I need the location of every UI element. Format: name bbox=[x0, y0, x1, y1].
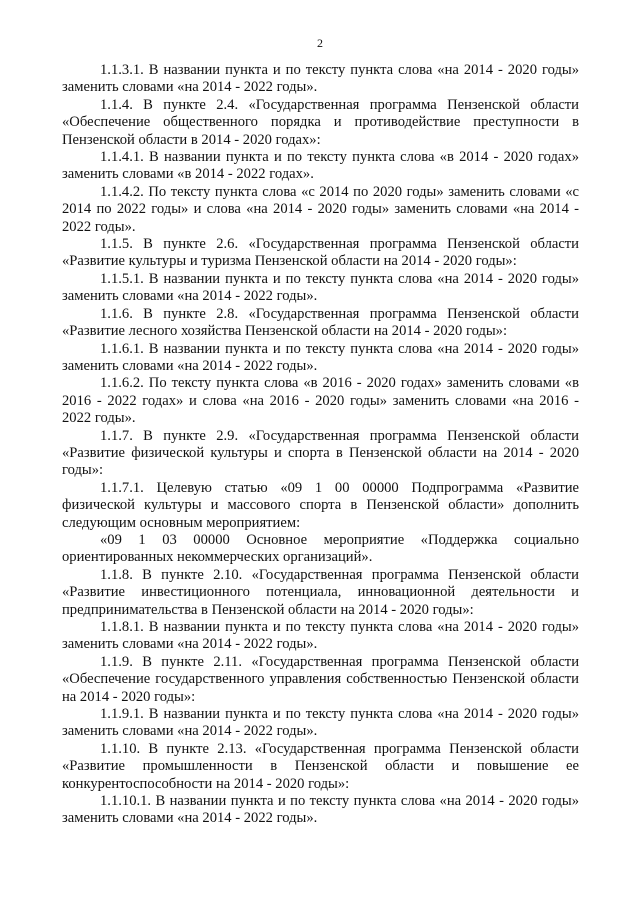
paragraph-1-1-6-1: 1.1.6.1. В названии пункта и по тексту пункта слова «на 2014 - 2020 годы» заменить словами «на 2014 - 2022 годы». bbox=[62, 340, 579, 374]
paragraph-1-1-9: 1.1.9. В пункте 2.11. «Государственная программа Пензенской области «Обеспечение государственного управления собственностью Пензенской области на 2014 - 2020 годы»: bbox=[62, 653, 579, 705]
paragraph-1-1-8-1: 1.1.8.1. В названии пункта и по тексту пункта слова «на 2014 - 2020 годы» заменить словами «на 2014 - 2022 годы». bbox=[62, 619, 579, 653]
paragraph-1-1-10: 1.1.10. В пункте 2.13. «Государственная программа Пензенской области «Развитие промышленности в Пензенской области и повышение ее конкурентоспособности на 2014 - 2020 годы»: bbox=[62, 740, 579, 792]
paragraph-event-09-1-03: «09 1 03 00000 Основное мероприятие «Поддержка социально ориентированных некоммерческих организаций». bbox=[62, 531, 579, 566]
document-body bbox=[62, 62, 579, 828]
paragraph-1-1-7-1: 1.1.7.1. Целевую статью «09 1 00 00000 Подпрограмма «Развитие физической культуры и массового спорта в Пензенской области» дополнить следующим основным мероприятием: bbox=[62, 479, 579, 531]
paragraph-1-1-4: 1.1.4. В пункте 2.4. «Государственная программа Пензенской области «Обеспечение общественного порядка и противодействие преступности в Пензенской области в 2014 - 2020 годах»: bbox=[62, 96, 579, 148]
paragraph-1-1-4-1: 1.1.4.1. В названии пункта и по тексту пункта слова «в 2014 - 2020 годах» заменить словами «в 2014 - 2022 годах». bbox=[62, 149, 579, 183]
paragraph-1-1-6-2: 1.1.6.2. По тексту пункта слова «в 2016 - 2020 годах» заменить словами «в 2016 - 2022 годах» и слова «на 2016 - 2020 годы» заменить словами «на 2016 - 2022 годы». bbox=[62, 375, 579, 427]
paragraph-1-1-4-2: 1.1.4.2. По тексту пункта слова «с 2014 по 2020 годы» заменить словами «с 2014 по 2022 годы» и слова «на 2014 - 2020 годы» заменить словами «на 2014 - 2022 годы». bbox=[62, 183, 579, 235]
paragraph-1-1-5-1: 1.1.5.1. В названии пункта и по тексту пункта слова «на 2014 - 2020 годы» заменить словами «на 2014 - 2022 годы». bbox=[62, 270, 579, 305]
paragraph-1-1-3-1: 1.1.3.1. В названии пункта и по тексту пункта слова «на 2014 - 2020 годы» заменить словами «на 2014 - 2022 годы». bbox=[62, 62, 579, 96]
page-number: 2 bbox=[317, 36, 323, 50]
paragraph-1-1-10-1: 1.1.10.1. В названии пункта и по тексту пункта слова «на 2014 - 2020 годы» заменить словами «на 2014 - 2022 годы». bbox=[62, 793, 579, 827]
paragraph-1-1-9-1: 1.1.9.1. В названии пункта и по тексту пункта слова «на 2014 - 2020 годы» заменить словами «на 2014 - 2022 годы». bbox=[62, 706, 579, 740]
paragraph-1-1-5: 1.1.5. В пункте 2.6. «Государственная программа Пензенской области «Развитие культуры и туризма Пензенской области на 2014 - 2020 годы»: bbox=[62, 236, 579, 270]
paragraph-1-1-6: 1.1.6. В пункте 2.8. «Государственная программа Пензенской области «Развитие лесного хозяйства Пензенской области на 2014 - 2020 годы»: bbox=[62, 305, 579, 340]
paragraph-1-1-7: 1.1.7. В пункте 2.9. «Государственная программа Пензенской области «Развитие физической культуры и спорта в Пензенской области на 2014 - 2020 годы»: bbox=[62, 427, 579, 479]
paragraph-1-1-8: 1.1.8. В пункте 2.10. «Государственная программа Пензенской области «Развитие инвестиционного потенциала, инновационной деятельности и предпринимательства в Пензенской области на 2014 - 2020 годы»: bbox=[62, 566, 579, 618]
